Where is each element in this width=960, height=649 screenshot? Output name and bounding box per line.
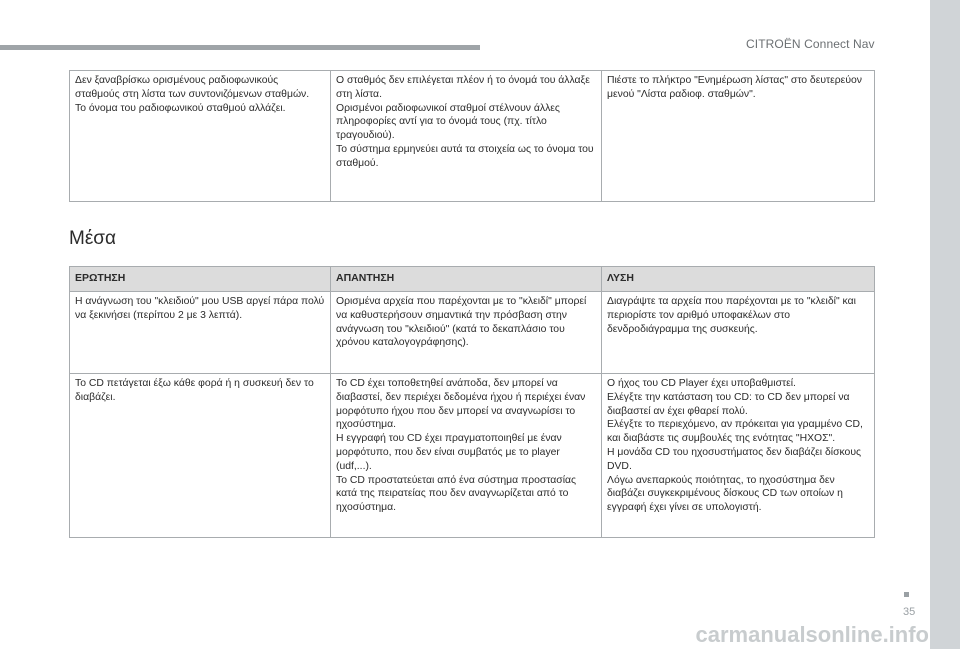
header-accent-bar bbox=[0, 45, 480, 50]
answer-cell: Το CD έχει τοποθετηθεί ανάποδα, δεν μπορεί να διαβαστεί, δεν περιέχει δεδομένα ήχου ή περιέχει έναν μορφότυπο ήχου που δεν μπορεί να αναγνωρίσει το ηχοσύστημα. Η εγγραφή του CD έχει πραγματοποιηθεί με έναν μορφότυπο, που δεν είναι συμβατός με το player (udf,...). Το CD προστατεύεται από ένα σύστημα προστασίας κατά της πειρατείας που δεν αναγνωρίζεται από το ηχοσύστημα. bbox=[331, 374, 602, 538]
table-row bbox=[70, 71, 875, 202]
section-title: Μέσα bbox=[69, 228, 117, 249]
header-question: ΕΡΩΤΗΣΗ bbox=[70, 267, 331, 292]
page-number: 35 bbox=[903, 606, 916, 618]
header-answer: ΑΠΑΝΤΗΣΗ bbox=[331, 267, 602, 292]
watermark-logo bbox=[553, 622, 933, 648]
watermark-text: carmanualsonline.info bbox=[695, 622, 929, 647]
answer-cell: Ορισμένα αρχεία που παρέχονται με το "κλειδί" μπορεί να καθυστερήσουν σημαντικά την πρόσβαση στην ανάγνωση του "κλειδιού" (κατά το δεκαπλάσιο του χρόνου καταλογογράφησης). bbox=[331, 292, 602, 374]
solution-cell: Πιέστε το πλήκτρο "Ενημέρωση λίστας" στο δευτερεύον μενού "Λίστα ραδιοφ. σταθμών". bbox=[602, 71, 875, 202]
solution-cell: Ο ήχος του CD Player έχει υποβαθμιστεί. Ελέγξτε την κατάσταση του CD: το CD δεν μπορεί να διαβαστεί αν έχει φθαρεί πολύ. Ελέγξτε το περιεχόμενο, αν πρόκειται για γραμμένο CD, και διαβάστε τις συμβουλές της ενότητας "ΗΧΟΣ". Η μονάδα CD του ηχοσυστήματος δεν διαβάζει δίσκους DVD. Λόγω ανεπαρκούς ποιότητας, το ηχοσύστημα δεν διαβάζει συγκεκριμένους δίσκους CD των οποίων η εγγραφή έχει γίνει σε υπολογιστή. bbox=[602, 374, 875, 538]
question-cell: Δεν ξαναβρίσκω ορισμένους ραδιοφωνικούς σταθμούς στη λίστα των συντονιζόμενων σταθμών. Το όνομα του ραδιοφωνικού σταθμού αλλάζει. bbox=[70, 71, 331, 202]
media-troubleshooting-table bbox=[69, 266, 875, 538]
table-row bbox=[70, 374, 875, 538]
question-cell: Το CD πετάγεται έξω κάθε φορά ή η συσκευή δεν το διαβάζει. bbox=[70, 374, 331, 538]
table-header-row bbox=[70, 267, 875, 292]
page-marker bbox=[904, 592, 909, 597]
header-brand: CITROËN Connect Nav bbox=[746, 37, 875, 51]
header-solution: ΛΥΣΗ bbox=[602, 267, 875, 292]
answer-cell: Ο σταθμός δεν επιλέγεται πλέον ή το όνομά του άλλαξε στη λίστα. Ορισμένοι ραδιοφωνικοί σταθμοί στέλνουν άλλες πληροφορίες αντί για το όνομά τους (πχ. τίτλο τραγουδιού). Το σύστημα ερμηνεύει αυτά τα στοιχεία ως το όνομα του σταθμού. bbox=[331, 71, 602, 202]
side-strip bbox=[930, 0, 960, 649]
radio-troubleshooting-table bbox=[69, 70, 875, 202]
table-row bbox=[70, 292, 875, 374]
question-cell: Η ανάγνωση του "κλειδιού" μου USB αργεί πάρα πολύ να ξεκινήσει (περίπου 2 με 3 λεπτά). bbox=[70, 292, 331, 374]
solution-cell: Διαγράψτε τα αρχεία που παρέχονται με το "κλειδί" και περιορίστε τον αριθμό υποφακέλων στο δενδροδιάγραμμα της συσκευής. bbox=[602, 292, 875, 374]
